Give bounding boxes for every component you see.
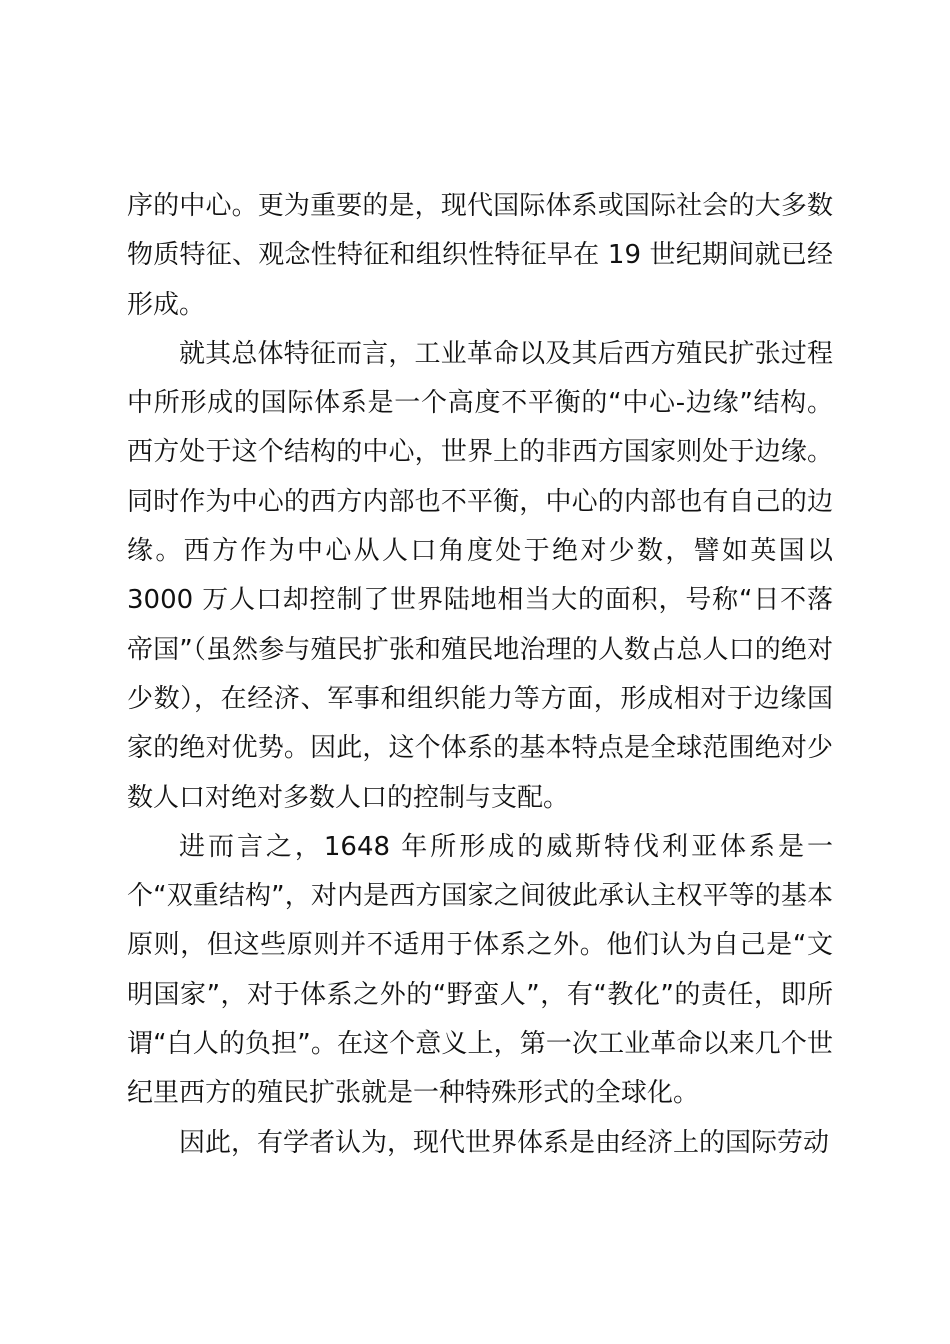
body-text [127, 182, 833, 1168]
paragraph-center-periphery: 就其总体特征而言，工业革命以及其后西方殖民扩张过程中所形成的国际体系是一个高度不平衡的“中心-边缘”结构。西方处于这个结构的中心，世界上的非西方国家则处于边缘。同时作为中心的西方内部也不平衡，中心的内部也有自己的边缘。西方作为中心从人口角度处于绝对少数，譬如英国以 3000 万人口却控制了世界陆地相当大的面积，号称“日不落帝国”（虽然参与殖民扩张和殖民地治理的人数占总人口的绝对少数），在经济、军事和组织能力等方面，形成相对于边缘国家的绝对优势。因此，这个体系的基本特点是全球范围绝对少数人口对绝对多数人口的控制与支配。 [127, 338, 833, 813]
paragraph-continuation: 序的中心。更为重要的是，现代国际体系或国际社会的大多数物质特征、观念性特征和组织性特征早在 19 世纪期间就已经形成。 [127, 191, 833, 320]
paragraph-world-system: 因此，有学者认为，现代世界体系是由经济上的国际劳动 [179, 1127, 830, 1158]
paragraph-westphalia: 进而言之，1648 年所形成的威斯特伐利亚体系是一个“双重结构”，对内是西方国家之间彼此承认主权平等的基本原则，但这些原则并不适用于体系之外。他们认为自己是“文明国家”，对于体系之外的“野蛮人”，有“教化”的责任，即所谓“白人的负担”。在这个意义上，第一次工业革命以来几个世纪里西方的殖民扩张就是一种特殊形式的全球化。 [127, 831, 833, 1109]
